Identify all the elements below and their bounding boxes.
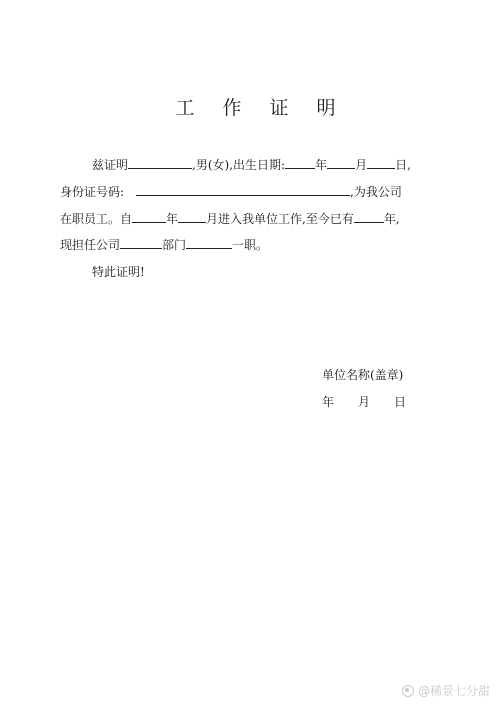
text-day: 日, (395, 158, 411, 172)
watermark-icon (402, 685, 414, 697)
line-position (60, 236, 268, 253)
line-name-birthdate (92, 156, 411, 173)
text-company: ,为我公司 (350, 185, 402, 199)
blank-years-served (354, 210, 384, 223)
text-hereby-certify: 特此证明! (92, 265, 145, 279)
signature-day: 日 (394, 395, 407, 409)
text-position: 一职。 (232, 238, 269, 252)
text-current-role: 现担任公司 (60, 238, 121, 252)
signature-month: 月 (358, 395, 371, 409)
blank-name (128, 156, 192, 169)
blank-start-year (132, 210, 166, 223)
signature-year: 年 (322, 395, 335, 409)
watermark-text: @稀景七分甜 (417, 684, 490, 698)
blank-birth-day (367, 156, 395, 169)
blank-department (120, 236, 162, 249)
text-certify: 兹证明 (92, 158, 129, 172)
text-years-served: 年, (383, 212, 400, 226)
blank-id-number (136, 183, 350, 196)
line-employment-start (60, 210, 400, 227)
watermark (402, 682, 490, 699)
blank-birth-month (327, 156, 355, 169)
text-year: 年 (315, 158, 328, 172)
document-title: 工 作 证 明 (175, 97, 347, 119)
signature-org: 单位名称(盖章) (322, 368, 404, 382)
text-employee-since: 在职员工。自 (60, 212, 133, 226)
text-id-label: 身份证号码: (60, 185, 125, 199)
text-start-year: 年 (166, 212, 179, 226)
text-month: 月 (355, 158, 368, 172)
text-start-month: 月进入我单位工作,至今已有 (206, 212, 354, 226)
signature-date (322, 393, 406, 410)
text-department: 部门 (162, 238, 187, 252)
line-id-number (60, 183, 402, 200)
blank-start-month (178, 210, 206, 223)
text-gender-birth: ,男(女),出生日期: (192, 158, 286, 172)
blank-birth-year (285, 156, 315, 169)
blank-position (186, 236, 232, 249)
